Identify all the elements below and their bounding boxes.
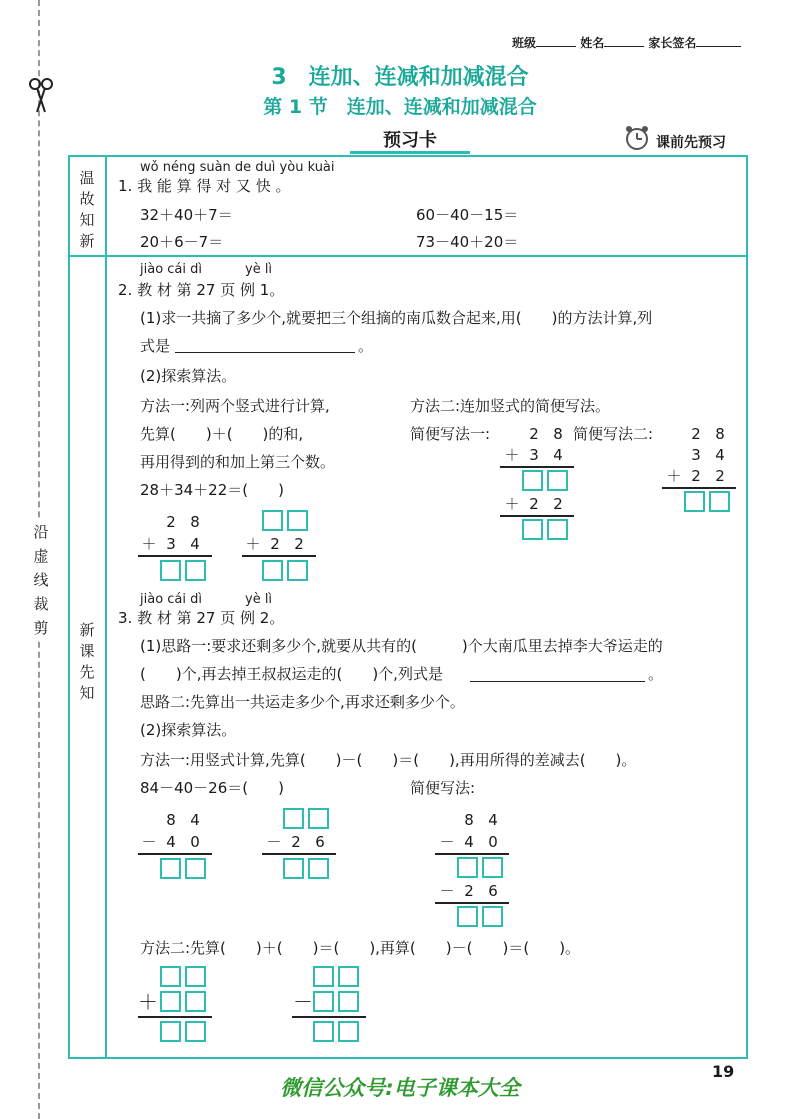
label-char: 课 <box>79 642 95 660</box>
vertical-line <box>138 555 212 557</box>
vertical-line <box>500 466 574 468</box>
class-field[interactable] <box>536 46 576 47</box>
parent-sign-label: 家长签名 <box>648 36 697 50</box>
vertical-line <box>242 555 316 557</box>
q2-method1-equation: 28＋34＋22＝( ) <box>140 481 284 499</box>
operator: － <box>439 833 455 851</box>
alarm-clock-icon <box>622 124 652 152</box>
operator: ＋ <box>245 535 261 553</box>
digit: 8 <box>553 425 563 443</box>
answer-box[interactable] <box>313 966 334 987</box>
footer-wechat: 微信公众号:电子课本大全 <box>280 1076 520 1100</box>
q1-expr-2: 60－40－15＝ <box>416 206 519 224</box>
digit: 3 <box>691 446 701 464</box>
vertical-line <box>500 515 574 517</box>
digit: 2 <box>464 882 474 900</box>
q2-pinyin-1: jiào cái dì <box>140 262 202 277</box>
answer-box[interactable] <box>684 491 705 512</box>
digit: 2 <box>529 495 539 513</box>
q2-method1-line3: 再用得到的和加上第三个数。 <box>140 453 336 471</box>
answer-box[interactable] <box>547 470 568 491</box>
digit: 4 <box>464 833 474 851</box>
digit: 4 <box>488 811 498 829</box>
q3-pinyin-1: jiào cái dì <box>140 592 202 607</box>
answer-box[interactable] <box>185 560 206 581</box>
operator: ＋ <box>138 990 158 1014</box>
answer-box[interactable] <box>313 1021 334 1042</box>
digit: 0 <box>488 833 498 851</box>
q3-method2: 方法二:先算( )＋( )＝( ),再算( )－( )＝( )。 <box>140 939 581 957</box>
digit: 2 <box>691 425 701 443</box>
new-section-label <box>72 620 102 704</box>
digit: 2 <box>715 467 725 485</box>
answer-box[interactable] <box>185 991 206 1012</box>
section-title: 第 1 节 连加、连减和加减混合 <box>263 96 537 118</box>
digit: 6 <box>488 882 498 900</box>
q3-simple-label: 简便写法: <box>410 779 476 797</box>
answer-box[interactable] <box>287 510 308 531</box>
q1-title: 1. 我 能 算 得 对 又 快 。 <box>118 177 291 195</box>
q2-simple2-label: 简便写法二: <box>573 425 654 443</box>
vertical-line <box>435 902 509 904</box>
section-divider-vertical <box>105 155 107 1059</box>
name-field[interactable] <box>604 46 644 47</box>
digit: 8 <box>166 811 176 829</box>
label-char: 知 <box>79 684 95 702</box>
q3-part1-line1: (1)思路一:要求还剩多少个,就要从共有的( )个大南瓜里去掉李大爷运走的 <box>140 637 663 655</box>
q3-pinyin-2: yè lì <box>245 592 273 607</box>
q1-expr-4: 73－40＋20＝ <box>416 233 519 251</box>
q2-pinyin-2: yè lì <box>245 262 273 277</box>
header-fields <box>512 34 741 51</box>
answer-box[interactable] <box>185 858 206 879</box>
q1-expr-3: 20＋6－7＝ <box>140 233 224 251</box>
digit: 2 <box>691 467 701 485</box>
digit: 2 <box>270 535 280 553</box>
label-char: 新 <box>79 232 95 250</box>
vertical-line <box>662 487 736 489</box>
page-number: 19 <box>712 1062 735 1081</box>
cut-char: 虚 <box>33 547 49 565</box>
answer-box[interactable] <box>457 906 478 927</box>
q2-answer-line[interactable] <box>175 352 355 353</box>
vertical-line <box>262 853 336 855</box>
q3-answer-line[interactable] <box>470 681 645 682</box>
operator: － <box>266 833 282 851</box>
q3-idea2: 思路二:先算出一共运走多少个,再求还剩多少个。 <box>140 693 465 711</box>
name-label: 姓名 <box>580 36 605 50</box>
q2-part2: (2)探索算法。 <box>140 367 237 385</box>
digit: 2 <box>294 535 304 553</box>
answer-box[interactable] <box>283 808 304 829</box>
answer-box[interactable] <box>283 858 304 879</box>
answer-box[interactable] <box>547 519 568 540</box>
digit: 4 <box>715 446 725 464</box>
digit: 2 <box>529 425 539 443</box>
answer-box[interactable] <box>482 906 503 927</box>
digit: 4 <box>190 811 200 829</box>
answer-box[interactable] <box>262 560 283 581</box>
q2-title: 2. 教 材 第 27 页 例 1。 <box>118 281 285 299</box>
operator: － <box>439 882 455 900</box>
answer-box[interactable] <box>522 519 543 540</box>
section-divider-horizontal <box>68 255 748 257</box>
card-title: 预习卡 <box>383 130 437 151</box>
q1-pinyin: wǒ néng suàn de duì yòu kuài <box>140 160 335 175</box>
chapter-title: 3 连加、连减和加减混合 <box>271 65 529 90</box>
q2-method2-title: 方法二:连加竖式的简便写法。 <box>410 397 611 415</box>
q2-method1-line2: 先算( )＋( )的和, <box>140 425 304 443</box>
q3-method1: 方法一:用竖式计算,先算( )－( )＝( ),再用所得的差减去( )。 <box>140 751 637 769</box>
digit: 8 <box>190 513 200 531</box>
operator: － <box>141 833 157 851</box>
digit: 4 <box>190 535 200 553</box>
answer-box[interactable] <box>522 470 543 491</box>
vertical-line <box>435 853 509 855</box>
q2-part1-line2-end: 。 <box>358 337 374 355</box>
answer-box[interactable] <box>308 858 329 879</box>
q2-part1-line2-prefix: 式是 <box>140 337 171 355</box>
q3-part2: (2)探索算法。 <box>140 721 237 739</box>
operator: ＋ <box>504 495 520 513</box>
label-char: 新 <box>79 621 95 639</box>
vertical-line <box>292 1016 366 1018</box>
cut-char: 裁 <box>33 595 49 613</box>
digit: 4 <box>553 446 563 464</box>
cut-char: 线 <box>33 571 49 589</box>
q2-part1-line1: (1)求一共摘了多少个,就要把三个组摘的南瓜数合起来,用( )的方法计算,列 <box>140 309 653 327</box>
answer-box[interactable] <box>338 966 359 987</box>
answer-box[interactable] <box>287 560 308 581</box>
answer-box[interactable] <box>160 858 181 879</box>
class-label: 班级 <box>512 36 537 50</box>
vertical-line <box>138 1016 212 1018</box>
digit: 8 <box>715 425 725 443</box>
answer-box[interactable] <box>482 857 503 878</box>
digit: 8 <box>464 811 474 829</box>
parent-sign-field[interactable] <box>696 46 741 47</box>
operator: ＋ <box>666 467 682 485</box>
answer-box[interactable] <box>262 510 283 531</box>
answer-box[interactable] <box>709 491 730 512</box>
answer-box[interactable] <box>160 560 181 581</box>
answer-box[interactable] <box>338 991 359 1012</box>
q3-part1-line2-end: 。 <box>648 665 664 683</box>
answer-box[interactable] <box>185 966 206 987</box>
label-char: 温 <box>79 169 95 187</box>
digit: 3 <box>529 446 539 464</box>
answer-box[interactable] <box>308 808 329 829</box>
digit: 4 <box>166 833 176 851</box>
operator: ＋ <box>141 535 157 553</box>
digit: 6 <box>315 833 325 851</box>
q2-method1-title: 方法一:列两个竖式进行计算, <box>140 397 330 415</box>
answer-box[interactable] <box>313 991 334 1012</box>
answer-box[interactable] <box>457 857 478 878</box>
operator: － <box>293 990 313 1014</box>
q3-title: 3. 教 材 第 27 页 例 2。 <box>118 609 285 627</box>
review-section-label <box>72 168 102 252</box>
digit: 2 <box>553 495 563 513</box>
q3-method1-equation: 84－40－26＝( ) <box>140 779 284 797</box>
digit: 0 <box>190 833 200 851</box>
answer-box[interactable] <box>160 991 181 1012</box>
answer-box[interactable] <box>338 1021 359 1042</box>
digit: 2 <box>166 513 176 531</box>
q2-simple1-label: 简便写法一: <box>410 425 491 443</box>
operator: ＋ <box>504 446 520 464</box>
label-char: 先 <box>79 663 95 681</box>
cut-instruction <box>31 520 51 640</box>
preview-label: 课前先预习 <box>656 135 726 151</box>
answer-box[interactable] <box>185 1021 206 1042</box>
digit: 2 <box>291 833 301 851</box>
answer-box[interactable] <box>160 966 181 987</box>
label-char: 故 <box>79 190 95 208</box>
answer-box[interactable] <box>160 1021 181 1042</box>
digit: 3 <box>166 535 176 553</box>
q3-part1-line2: ( )个,再去掉王叔叔运走的( )个,列式是 <box>140 665 443 683</box>
cut-char: 剪 <box>33 619 49 637</box>
q1-expr-1: 32＋40＋7＝ <box>140 206 233 224</box>
cut-char: 沿 <box>33 523 49 541</box>
vertical-line <box>138 853 212 855</box>
label-char: 知 <box>79 211 95 229</box>
